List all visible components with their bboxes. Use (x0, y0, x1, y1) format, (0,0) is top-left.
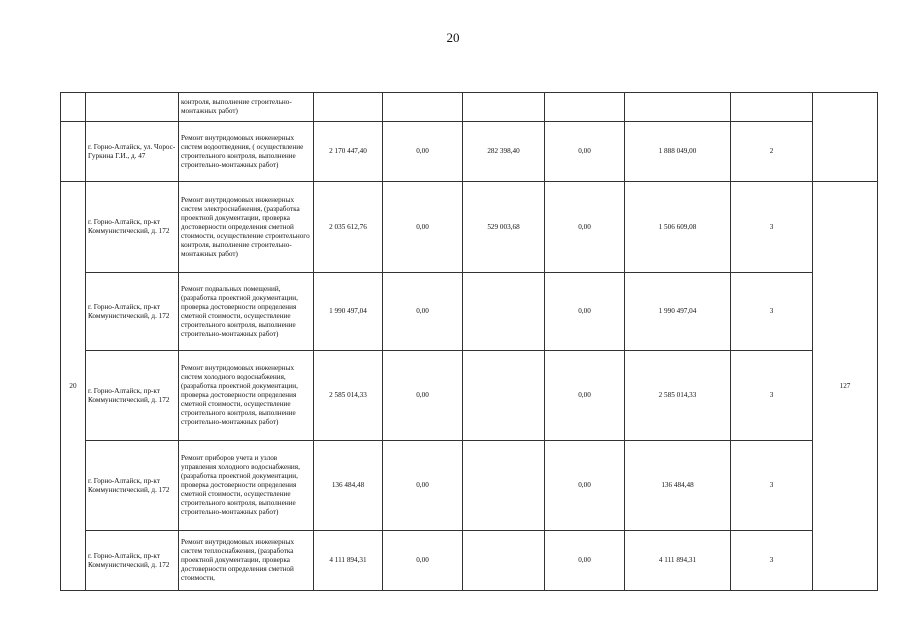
fund-d-cell: 0,00 (545, 182, 625, 273)
fund-b-cell: 0,00 (383, 122, 463, 182)
fund-c-cell (463, 531, 545, 591)
work-description-cell: Ремонт внутридомовых инженерных систем холодного водоснабжения, (разработка проектной документации, проверка достоверности определения сметной стоимости, осуществление строительного контроля, выполнение строительно-монтажных работ) (179, 351, 314, 441)
fund-e-cell: 4 111 894,31 (625, 531, 731, 591)
fund-c-cell (463, 441, 545, 531)
fund-e-cell: 136 484,48 (625, 441, 731, 531)
table-row (61, 351, 878, 441)
work-description-cell: контроля, выполнение строительно-монтажных работ) (179, 93, 314, 122)
address-cell: г. Горно-Алтайск, пр-кт Коммунистический, д. 172 (86, 182, 179, 273)
fund-d-cell (545, 93, 625, 122)
work-description-cell: Ремонт подвальных помещений, (разработка проектной документации, проверка достоверности определения сметной стоимости, осуществление строительного контроля, выполнение строительно-монтажных работ) (179, 273, 314, 351)
cost-total-cell: 1 990 497,04 (314, 273, 383, 351)
fund-d-cell: 0,00 (545, 351, 625, 441)
fund-b-cell: 0,00 (383, 273, 463, 351)
term-cell: 3 (731, 351, 813, 441)
cost-total-cell: 4 111 894,31 (314, 531, 383, 591)
fund-d-cell: 0,00 (545, 273, 625, 351)
table-row (61, 441, 878, 531)
fund-b-cell: 0,00 (383, 182, 463, 273)
cost-total-cell: 136 484,48 (314, 441, 383, 531)
address-cell (86, 93, 179, 122)
cost-total-cell (314, 93, 383, 122)
fund-e-cell: 1 990 497,04 (625, 273, 731, 351)
term-cell: 2 (731, 122, 813, 182)
fund-b-cell (383, 93, 463, 122)
work-description-cell: Ремонт внутридомовых инженерных систем водоотведения, ( осуществление строительного контроля, выполнение строительно-монтажных работ) (179, 122, 314, 182)
fund-d-cell: 0,00 (545, 122, 625, 182)
work-description-cell: Ремонт внутридомовых инженерных систем теплоснабжения, (разработка проектной документации, проверка достоверности определения сметной стоимости, (179, 531, 314, 591)
table-row (61, 122, 878, 182)
fund-e-cell (625, 93, 731, 122)
page-number: 20 (446, 30, 460, 45)
fund-e-cell: 1 888 049,00 (625, 122, 731, 182)
address-cell: г. Горно-Алтайск, пр-кт Коммунистический, д. 172 (86, 531, 179, 591)
total-cell-empty (813, 93, 878, 182)
total-cell: 127 (813, 182, 878, 591)
row-number-cell-empty (61, 93, 86, 122)
term-cell: 3 (731, 182, 813, 273)
work-description-cell: Ремонт приборов учета и узлов управления холодного водоснабжения, (разработка проектной документации, проверка достоверности определения сметной стоимости, осуществление строительного контроля, выполнение строительно-монтажных работ) (179, 441, 314, 531)
term-cell (731, 93, 813, 122)
fund-e-cell: 1 506 609,08 (625, 182, 731, 273)
capital-repair-table (60, 92, 878, 591)
address-cell: г. Горно-Алтайск, пр-кт Коммунистический, д. 172 (86, 441, 179, 531)
term-cell: 3 (731, 441, 813, 531)
fund-e-cell: 2 585 014,33 (625, 351, 731, 441)
table-row (61, 182, 878, 273)
cost-total-cell: 2 170 447,40 (314, 122, 383, 182)
fund-c-cell: 529 003,68 (463, 182, 545, 273)
cost-total-cell: 2 035 612,76 (314, 182, 383, 273)
address-cell: г. Горно-Алтайск, пр-кт Коммунистический, д. 172 (86, 351, 179, 441)
fund-c-cell: 282 398,40 (463, 122, 545, 182)
address-cell: г. Горно-Алтайск, пр-кт Коммунистический, д. 172 (86, 273, 179, 351)
work-description-cell: Ремонт внутридомовых инженерных систем электроснабжения, (разработка проектной документации, проверка достоверности определения сметной стоимости, осуществление строительного контроля, выполнение строительно-монтажных работ) (179, 182, 314, 273)
term-cell: 3 (731, 531, 813, 591)
fund-c-cell (463, 273, 545, 351)
fund-d-cell: 0,00 (545, 441, 625, 531)
table-row (61, 531, 878, 591)
row-number-cell-empty (61, 122, 86, 182)
cost-total-cell: 2 585 014,33 (314, 351, 383, 441)
fund-b-cell: 0,00 (383, 531, 463, 591)
term-cell: 3 (731, 273, 813, 351)
fund-d-cell: 0,00 (545, 531, 625, 591)
table-row (61, 273, 878, 351)
fund-c-cell (463, 351, 545, 441)
row-number-cell: 20 (61, 182, 86, 591)
fund-c-cell (463, 93, 545, 122)
fund-b-cell: 0,00 (383, 351, 463, 441)
fund-b-cell: 0,00 (383, 441, 463, 531)
table-row (61, 93, 878, 122)
address-cell: г. Горно-Алтайск, ул. Чорос-Гуркина Г.И., д. 47 (86, 122, 179, 182)
